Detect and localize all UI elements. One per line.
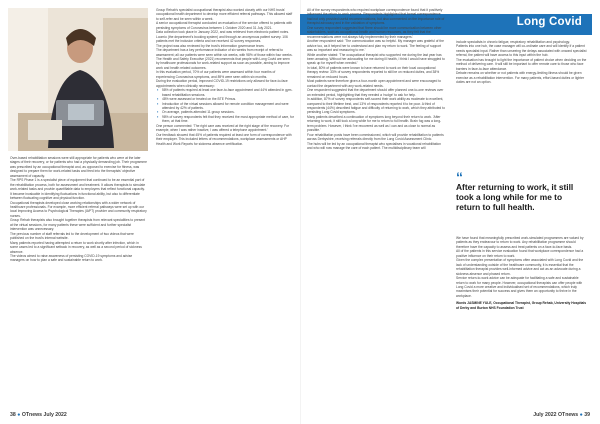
col2-paragraph: One person commented: 'The right care was received at the right stage of the recovery. For example, when I was rather inactive, I was offered a telephone appointment.' bbox=[156, 123, 290, 133]
col2-paragraph: The Health and Safety Executive (2021) recommends that people with Long Covid are seen by healthcare professionals for work-related support as soon as possible, aiming to improve work and health related outcomes. bbox=[156, 56, 290, 70]
col1-paragraph: It became invaluable in identifying fluctuations in functional ability, but also to differentiate between fluctuating cognitive and physical function. bbox=[10, 191, 140, 201]
worker-photo-illustration bbox=[8, 8, 148, 151]
column-4-bottom bbox=[456, 236, 588, 310]
col2-paragraph: A senior occupational therapist conducted an evaluation of the service offered to patients with persisting symptoms of Coronavirus between 1 October 2020 and 31 July 2021. bbox=[156, 21, 293, 30]
results-bullet-list bbox=[156, 88, 294, 124]
section-title: Long Covid bbox=[516, 16, 582, 28]
col3-paragraph: While another stated: 'The occupational therapist who supported me during the last year has been amazing. Without her advocating for me during ill health, I think I would have struggled to speak up for myself when needed.' bbox=[307, 52, 445, 66]
col1-paragraph: The RPS Phase 1 is a specialist piece of equipment that continued to be an essential part of the rehabilitation process, both for assessment and treatment. It allows therapists to simulate work-related tasks and provide quantifiable data to employers that reflect functional capacity. bbox=[10, 178, 146, 192]
col3-paragraph: The hubs will be led by an occupational therapist who specialises in vocational rehabilitation and who will now manage the care of each patient. The multidisciplinary team will bbox=[307, 141, 441, 151]
col4-paragraph: Debate remains on whether or not patients with energy-limiting illness should be given exercise as a rehabilitation intervention. For many patients, effort-based duties or lighter duties are not an option. bbox=[456, 71, 585, 85]
col2-paragraph: Our feedback showed that 45% of patients required at least one form of correspondence with their employer. This included letters of recommendations, workplace assessments or AHP Health and Work Reports for sickness absence certification. bbox=[156, 132, 292, 146]
footer-dot-icon: ● bbox=[17, 412, 21, 418]
col2-paragraph: Data collection took place in January 2022, and was retrieved from electronic patient notes. Loomio (the department's booking system) and through an anonymous patient survey. 106 patients met the inclusion criteria and we received 42 survey responses. bbox=[156, 30, 290, 44]
bullet-item: ▪ Introduction of the virtual sessions allowed for remote condition management and were attended by 42% of patients. bbox=[162, 102, 294, 111]
col3-paragraph: One respondent suggested that the department should offer planned one-to-one reviews over an extended period, highlighting that they needed a 'nudge' to ask for help. bbox=[307, 88, 444, 97]
col4-paragraph: Service return-to-work advice can be adequate for facilitating a safe and sustainable return to work for many people. However, occupational therapists can offer people with Long Covid a more creative and individualised set of recommendations, which truly maximises their potential for success and gives them an opportunity to thrive in the workplace. bbox=[456, 276, 583, 298]
col4-paragraph: All of the patients in this service evaluation found that workplace correspondence had a positive influence on their return to work. bbox=[456, 249, 584, 258]
col2-paragraph: The project was also reviewed by the trust's information governance team. bbox=[156, 43, 265, 48]
footer-publication-right: July 2022 OTnews bbox=[533, 412, 579, 418]
col3-paragraph: Most patients were therefore given a four-month open appointment and were encouraged to contact the department with any work-related needs. bbox=[307, 79, 441, 88]
worker-photo bbox=[8, 8, 148, 151]
pull-quote bbox=[456, 169, 584, 213]
col4-paragraph: Patients into one hub, the case manager will co-ordinate care and will identify if a patient needs specialist input. Rather than unseeing the delays associated with onward specialist referral, the patient will have access to this input within the hub. bbox=[456, 44, 587, 58]
col1-paragraph: The previous number of staff referrals led to the development of two videos that were published on the trust's internal website. bbox=[10, 231, 134, 241]
col4-paragraph: Given the complex presentation of symptoms often associated with Long Covid and the lack of understanding outside of the healthcare community, it is essential that the rehabilitation therapist provides well-informed advice and act as an advocate during a sickness absence and phased return. bbox=[456, 258, 584, 276]
bullet-item: ▪ 48% were assessed or treated on the BTE Primus. bbox=[162, 97, 294, 101]
col4-paragraph: The evaluation has brought to light the importance of patient choice when deciding on the method of delivering care. It will still be important to offer remote care to those who face barriers in face-to-face attendance. bbox=[456, 57, 587, 71]
bullet-item: ▪ On average, patients attended 11 group sessions. bbox=[162, 110, 294, 114]
col2-paragraph: In this evaluation period, 70% of our patients were assessed within four months of experiencing Coronavirus symptoms, and 89% were seen within six months. bbox=[156, 70, 276, 79]
column-1 bbox=[10, 156, 147, 263]
col1-paragraph: Many patients reported having attempted a return to work shortly after infection, which in some cases led to a significant setback in recovery, as well as a second period of sickness absence. bbox=[10, 240, 142, 254]
col3-paragraph: All of the survey respondents who required workplace correspondence found that it positively influenced the return-to-work process. Respondents highlighted that formal correspondence had not only provided useful recommendations, but also commented on the importance role of therapist advocacy and in the validation of symptoms. bbox=[307, 8, 445, 26]
col1-paragraph: Occupational therapists developed close working relationships with a wider network of healthcare professionals. For example, more efficient referral pathways were set up with our local Improving Access to Psychological Therapies (IAPT) provider and community respiratory nurses. bbox=[10, 200, 147, 218]
footer-publication-left: OTnews July 2022 bbox=[21, 412, 67, 418]
bullet-item: ▪ 98% of survey respondents felt that they received the most appropriate method of care, for them, at that time. bbox=[162, 115, 294, 124]
col1-paragraph: The videos aimed to raise awareness of persisting COVID-19 symptoms and advise managers on how to plan a safe and sustainable return to work. bbox=[10, 253, 133, 263]
author-byline: Words JASMINE YULE, Occupational Therapist, Group Rehab, University Hospitals of Derby and Burton NHS Foundation Trust bbox=[456, 301, 587, 310]
column-3 bbox=[307, 8, 445, 151]
page-number-left: 38 bbox=[10, 412, 16, 418]
bullet-item: ▪ 58% of patients required at least one face-to-face appointment and 44% attended in gym-based rehabilitation sessions. bbox=[162, 88, 294, 97]
col2-paragraph: The department has a key performance indicator of six weeks from receipt of referral to assessment; all our patients were seen within six weeks, with 98% of those within four weeks. bbox=[156, 48, 293, 57]
col1-paragraph: Group Rehab therapists also brought together therapists from relevant specialities to present at the virtual sessions, for many patients these were sufficient and further specialist intervention was unnecessary. bbox=[10, 218, 146, 232]
col2-paragraph: During the evaluation period, improved COVID-19 restrictions only allowed for face-to-face appointments when clinically necessary: bbox=[156, 79, 288, 88]
col1-paragraph: Over-based rehabilitation sessions were still appropriate for patients who were at the later stages of their recovery, or for patients who had a physically demanding job. Their programme was prescribed by an occupational therapist and, as opposed to exercise for fitness, was designed to prepare them for work-related tasks and feed into the therapists' objective assessment of capacity. bbox=[10, 156, 147, 178]
col3-paragraph: Another respondent said: 'The communication was so helpful. My manager was grateful of the advice too, as it helped her to understand and plan my return to work. The feeling of support was so important and reassuring to me.' bbox=[307, 39, 444, 53]
column-4-top bbox=[456, 40, 588, 85]
col3-paragraph: In addition, 87% of survey respondents self-scored their work ability as moderate to excellent, compared to their lifetime best, and 13% of respondents reported it to be poor. A third of respondents (44%) described fatigue and difficulty of returning to work, which they attributed to persisting Long Covid symptoms. bbox=[307, 97, 445, 115]
col3-paragraph: Four rehabilitation posts have been commissioned, which will provide rehabilitation to patients across Derbyshire, receiving referrals directly from the Long Covid Assessment Clinic. bbox=[307, 132, 444, 142]
page-number-right: 39 bbox=[584, 412, 590, 418]
quote-mark-icon: “ bbox=[456, 169, 463, 185]
col4-paragraph: include specialists in chronic fatigue, respiratory rehabilitation and psychology. bbox=[456, 40, 570, 44]
column-2 bbox=[156, 8, 294, 146]
page-gutter bbox=[300, 0, 301, 424]
footer-right bbox=[533, 412, 590, 418]
footer-left bbox=[10, 412, 67, 418]
pull-quote-text: After returning to work, it still took a long while for me to return to full health. bbox=[456, 182, 574, 213]
col3-paragraph: One survey respondent suggested that 'there should be more communication between other stakeholders, such as occupational health and human resources, as they felt that the recommendations were not always fully implemented by their managers.' bbox=[307, 25, 442, 39]
col4-paragraph: We have found that meaningfully prescribed work-simulated programmes are valued by patients as they endeavour to return to work. Any rehabilitation programme should therefore have the capacity to assess and treat patients on a face-to-face basis. bbox=[456, 236, 584, 249]
col3-paragraph: In total, 80% of patients were known to have returned to work on their local occupational therapy review. 33% of survey respondents reported to still be on reduced duties, and 38% remained on reduced hours. bbox=[307, 65, 440, 79]
col2-paragraph: Group Rehab's specialist occupational therapist also worked closely with our NHS trusts' occupational health department to develop more efficient referral pathways. This allowed staff to self-refer and be seen within a week. bbox=[156, 8, 293, 21]
footer-dot-icon: ● bbox=[579, 412, 583, 418]
col3-paragraph: Many patients described a continuation of symptoms long beyond their return to work. 'After returning to work, it still took a long while for me to return to full health. Brain fog was a long-term problem. However, I think I've recovered as well as I can and as close to normal as possible.' bbox=[307, 114, 442, 133]
